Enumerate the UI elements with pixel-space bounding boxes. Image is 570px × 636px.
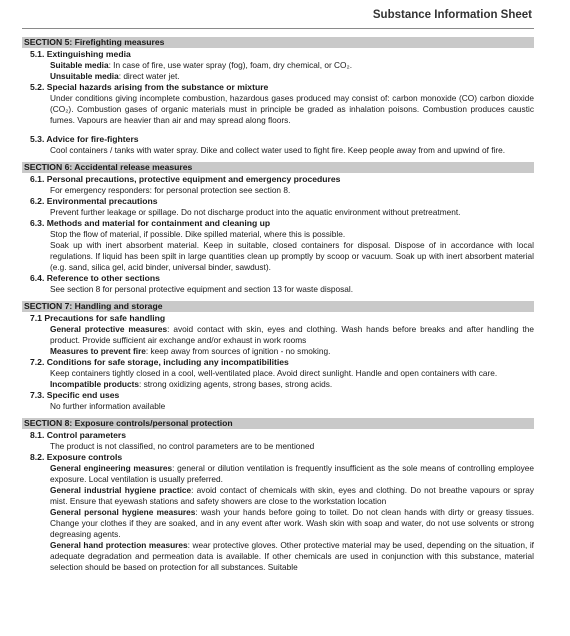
subsection-7-2-heading: 7.2. Conditions for safe storage, including any incompatibilities (30, 357, 289, 367)
label: Unsuitable media (50, 71, 119, 81)
value: : direct water jet. (118, 71, 180, 81)
section-6-header: SECTION 6: Accidental release measures (22, 162, 534, 173)
value: : avoid contact of chemicals with skin, eyes and clothing. Do not breathe vapours or spray mist. Ensure that eyewash stations and safety showers are close to the workstation location (50, 485, 534, 506)
industrial-hygiene-text (50, 485, 534, 507)
containment-text-1: Stop the flow of material, if possible. Dike spilled material, where this is possible. (50, 229, 346, 239)
environmental-precautions-text: Prevent further leakage or spillage. Do not discharge product into the aquatic environment without pretreatment. (50, 207, 461, 217)
label: General engineering measures (50, 463, 173, 473)
hand-protection-text (50, 540, 534, 573)
value: : avoid contact with skin, eyes and clothing. Wash hands before breaks and after handling the product. Provide sufficient air exchange and/or exhaust in work rooms (50, 324, 534, 345)
general-protective-measures-text (50, 324, 534, 346)
incompatible-products-text (50, 379, 534, 390)
value: : wash your hands before going to toilet. Do not clean hands with dirty or greasy tissues. Change your clothes if they are soaked, and in any event after work. Wash skin with soap and water, do not use solvents or strong degreasing agents. (50, 507, 534, 539)
label: Incompatible products (50, 379, 139, 389)
subsection-7-3-heading: 7.3. Specific end uses (30, 390, 120, 400)
subsection-6-4-heading: 6.4. Reference to other sections (30, 273, 160, 283)
document-body (22, 37, 534, 573)
value: : keep away from sources of ignition - no smoking. (145, 346, 331, 356)
label: Measures to prevent fire (50, 346, 146, 356)
suitable-media-text (50, 60, 534, 71)
value: : wear protective gloves. Other protective material may be used, depending on the situation, if adequate degradation and permeation data is available. If other chemicals are used in conjunction with this substance, material selection should be based on protection for all substances. Suitable (50, 540, 534, 572)
subsection-5-2-heading: 5.2. Special hazards arising from the substance or mixture (30, 82, 269, 92)
specific-end-uses-text: No further information available (50, 401, 166, 411)
storage-conditions-text: Keep containers tightly closed in a cool, well-ventilated place. Avoid direct sunlight. Handle and open containers with care. (50, 368, 498, 378)
special-hazards-text: Under conditions giving incomplete combustion, hazardous gases produced may consist of: carbon monoxide (CO) carbon dioxide (CO₂). Combustion gases of organic materials must in principle be graded as inhalation poisons. Combustion produces caustic fumes. Vapours are heavier than air and may spread along floors. (50, 93, 534, 125)
subsection-8-2-heading: 8.2. Exposure controls (30, 452, 123, 462)
section-7-header: SECTION 7: Handling and storage (22, 301, 534, 312)
subsection-7-1-heading: 7.1 Precautions for safe handling (30, 313, 166, 323)
firefighter-advice-text: Cool containers / tanks with water spray. Dike and collect water used to fight fire. Keep people away from and upwind of fire. (50, 145, 506, 155)
personal-hygiene-text (50, 507, 534, 540)
value: : In case of fire, use water spray (fog), foam, dry chemical, or CO₂. (108, 60, 353, 70)
engineering-measures-text (50, 463, 534, 485)
label: Suitable media (50, 60, 109, 70)
label: General hand protection measures (50, 540, 188, 550)
subsection-6-2-heading: 6.2. Environmental precautions (30, 196, 158, 206)
value: : strong oxidizing agents, strong bases, strong acids. (138, 379, 333, 389)
subsection-6-3-heading: 6.3. Methods and material for containment and cleaning up (30, 218, 271, 228)
label: General protective measures (50, 324, 168, 334)
label: General personal hygiene measures (50, 507, 196, 517)
subsection-8-1-heading: 8.1. Control parameters (30, 430, 126, 440)
control-parameters-text: The product is not classified, no control parameters are to be mentioned (50, 441, 315, 451)
personal-precautions-text: For emergency responders: for personal protection see section 8. (50, 185, 291, 195)
unsuitable-media-text (50, 71, 534, 82)
reference-sections-text: See section 8 for personal protective equipment and section 13 for waste disposal. (50, 284, 354, 294)
section-5-header: SECTION 5: Firefighting measures (22, 37, 534, 48)
page-header-title: Substance Information Sheet (372, 9, 532, 21)
containment-text-2: Soak up with inert absorbent material. Keep in suitable, closed containers for disposal. Dispose of in accordance with local regulations. If liquid has been spilt in large quantities clean up promptly by scoop or vacuum. Soak up with inert absorbent material (e.g. sand, silica gel, acid binder, universal binder, sawdust). (50, 240, 534, 272)
section-8-header: SECTION 8: Exposure controls/personal protection (22, 418, 534, 429)
subsection-5-1-heading: 5.1. Extinguishing media (30, 49, 131, 59)
subsection-5-3-heading: 5.3. Advice for fire-fighters (30, 134, 139, 144)
fire-prevention-text (50, 346, 534, 357)
subsection-6-1-heading: 6.1. Personal precautions, protective equipment and emergency procedures (30, 174, 341, 184)
value: : general or dilution ventilation is frequently insufficient as the sole means of controlling employee exposure. Local ventilation is usually preferred. (50, 463, 534, 484)
header-rule (22, 28, 534, 29)
label: General industrial hygiene practice (50, 485, 192, 495)
